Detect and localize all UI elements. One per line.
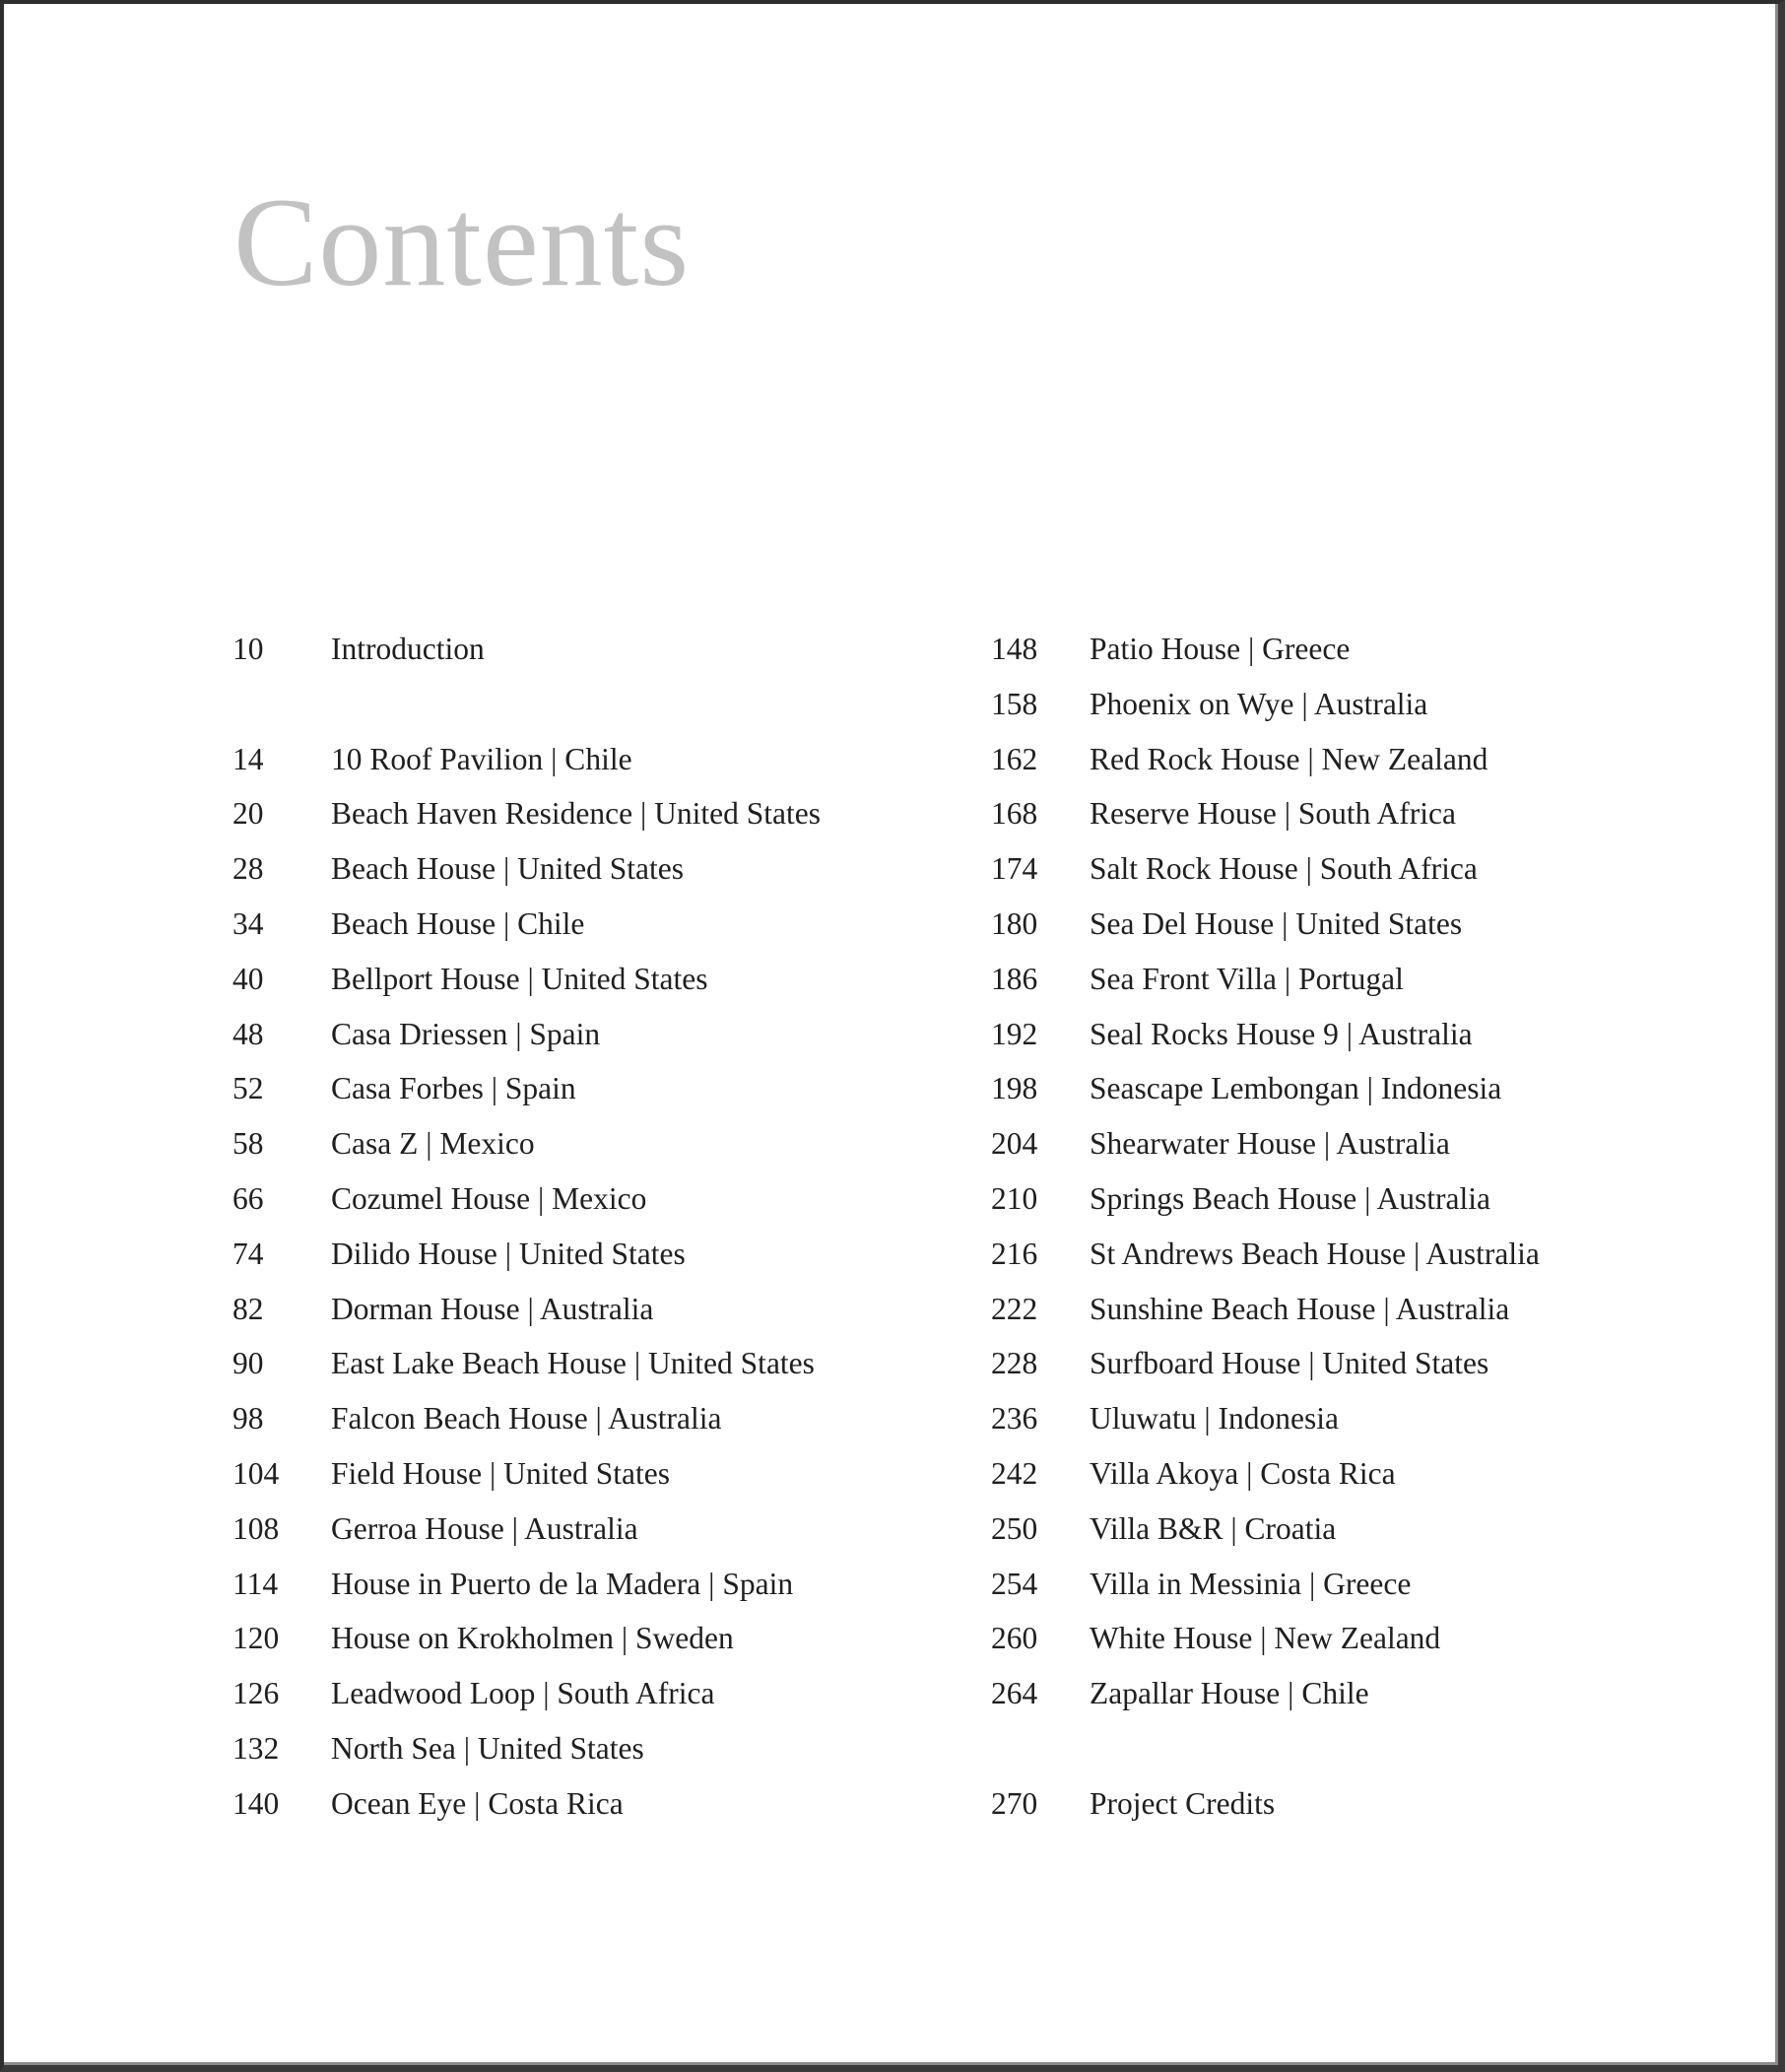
toc-page-number: 158 <box>991 686 1038 721</box>
toc-entry-title: Beach Haven Residence | United States <box>331 796 822 832</box>
toc-entry-title: Dilido House | United States <box>331 1236 686 1271</box>
toc-entry-title: Villa B&R | Croatia <box>1090 1510 1337 1546</box>
toc-page-number: 28 <box>232 851 264 887</box>
toc-page-number: 104 <box>232 1455 280 1491</box>
toc-entry-title: Springs Beach House | Australia <box>1090 1180 1490 1216</box>
toc-page-number: 216 <box>991 1236 1038 1271</box>
toc-entry-title: East Lake Beach House | United States <box>331 1346 815 1381</box>
toc-page-number: 180 <box>991 905 1038 941</box>
toc-page-number: 210 <box>991 1180 1038 1216</box>
toc-page-number: 10 <box>232 632 264 666</box>
toc-page-number: 132 <box>232 1730 280 1766</box>
toc-entry-title: North Sea | United States <box>331 1730 644 1766</box>
toc-entry-title: Gerroa House | Australia <box>331 1510 638 1546</box>
toc-entry-title: Cozumel House | Mexico <box>331 1180 647 1216</box>
toc-page-number: 74 <box>232 1236 264 1271</box>
toc-entry-title: Casa Forbes | Spain <box>331 1071 576 1106</box>
toc-entry-title: Ocean Eye | Costa Rica <box>331 1785 624 1821</box>
toc-page-number: 98 <box>232 1401 264 1437</box>
toc-entry-title: Field House | United States <box>331 1455 671 1491</box>
toc-entry-title: Casa Z | Mexico <box>331 1126 535 1162</box>
toc-page-number: 254 <box>991 1566 1038 1601</box>
toc-page-number: 114 <box>232 1566 279 1601</box>
toc-page-number: 140 <box>232 1785 280 1821</box>
toc-entry-title: Patio House | Greece <box>1090 632 1351 666</box>
toc-entry-title: Seascape Lembongan | Indonesia <box>1090 1071 1502 1106</box>
toc-page-number: 14 <box>232 741 264 776</box>
toc-page-number: 66 <box>232 1180 264 1216</box>
toc-page-number: 34 <box>232 905 264 941</box>
toc-page-number: 270 <box>991 1785 1038 1821</box>
toc-page-number: 90 <box>232 1346 264 1381</box>
toc-entry-title: 10 Roof Pavilion | Chile <box>331 741 632 776</box>
toc-entry-title: Surfboard House | United States <box>1090 1346 1489 1381</box>
toc-entry-title: Beach House | United States <box>331 851 684 887</box>
toc-page-number: 40 <box>232 961 264 996</box>
toc-entry-title: Bellport House | United States <box>331 961 708 996</box>
toc-entry-title: House on Krokholmen | Sweden <box>331 1621 734 1656</box>
toc-entry-title: White House | New Zealand <box>1090 1621 1441 1656</box>
toc-entry-title: Sea Front Villa | Portugal <box>1090 961 1404 996</box>
toc-entry-title: Dorman House | Australia <box>331 1291 654 1326</box>
page-title: Contents <box>233 172 691 312</box>
toc-page-number: 126 <box>232 1676 280 1711</box>
toc-entry-title: Villa Akoya | Costa Rica <box>1090 1455 1396 1491</box>
toc-page-number: 264 <box>991 1676 1038 1711</box>
toc-page-number: 20 <box>232 796 264 832</box>
toc-entry-title: Reserve House | South Africa <box>1090 796 1456 832</box>
toc-entry-title: Salt Rock House | South Africa <box>1090 851 1478 887</box>
toc-entry-title: Uluwatu | Indonesia <box>1090 1401 1339 1437</box>
toc-page-number: 222 <box>991 1291 1038 1326</box>
toc-page-number: 174 <box>991 851 1038 887</box>
toc-page-number: 242 <box>991 1455 1038 1491</box>
toc-entry-title: Leadwood Loop | South Africa <box>331 1676 715 1711</box>
toc-page-number: 204 <box>991 1126 1038 1162</box>
toc-page-number: 148 <box>991 632 1038 666</box>
toc-page-number: 260 <box>991 1621 1038 1656</box>
toc-page-number: 162 <box>991 741 1038 776</box>
toc-entry-title: Villa in Messinia | Greece <box>1090 1566 1412 1601</box>
toc-page-number: 236 <box>991 1401 1038 1437</box>
toc-entry-title: Red Rock House | New Zealand <box>1090 741 1488 776</box>
toc-page-number: 186 <box>991 961 1038 996</box>
toc-page-number: 198 <box>991 1071 1038 1106</box>
toc-page-number: 192 <box>991 1016 1038 1051</box>
toc-entry-title: House in Puerto de la Madera | Spain <box>331 1566 794 1601</box>
toc-page-number: 48 <box>232 1016 264 1051</box>
toc-entry-title: St Andrews Beach House | Australia <box>1090 1236 1540 1271</box>
toc-page-number: 250 <box>991 1510 1038 1546</box>
toc-page-number: 168 <box>991 796 1038 832</box>
toc-entry-title: Introduction <box>331 632 485 666</box>
toc-page-number: 228 <box>991 1346 1038 1381</box>
toc-entry-title: Beach House | Chile <box>331 905 585 941</box>
toc-page-number: 82 <box>232 1291 264 1326</box>
toc-entry-title: Zapallar House | Chile <box>1090 1676 1369 1711</box>
toc-page-number: 52 <box>232 1071 264 1106</box>
toc-entry-title: Sunshine Beach House | Australia <box>1090 1291 1510 1326</box>
toc-entry-title: Casa Driessen | Spain <box>331 1016 601 1051</box>
toc-page-number: 120 <box>232 1621 280 1656</box>
toc-entry-title: Sea Del House | United States <box>1090 905 1463 941</box>
toc-entry-title: Seal Rocks House 9 | Australia <box>1090 1016 1473 1051</box>
toc-entry-title: Shearwater House | Australia <box>1090 1126 1450 1162</box>
toc-page-number: 108 <box>232 1510 280 1546</box>
toc-entry-title: Falcon Beach House | Australia <box>331 1401 722 1437</box>
toc-page-number: 58 <box>232 1126 264 1162</box>
toc-entry-title: Phoenix on Wye | Australia <box>1090 686 1428 721</box>
toc-entry-title: Project Credits <box>1090 1785 1276 1821</box>
